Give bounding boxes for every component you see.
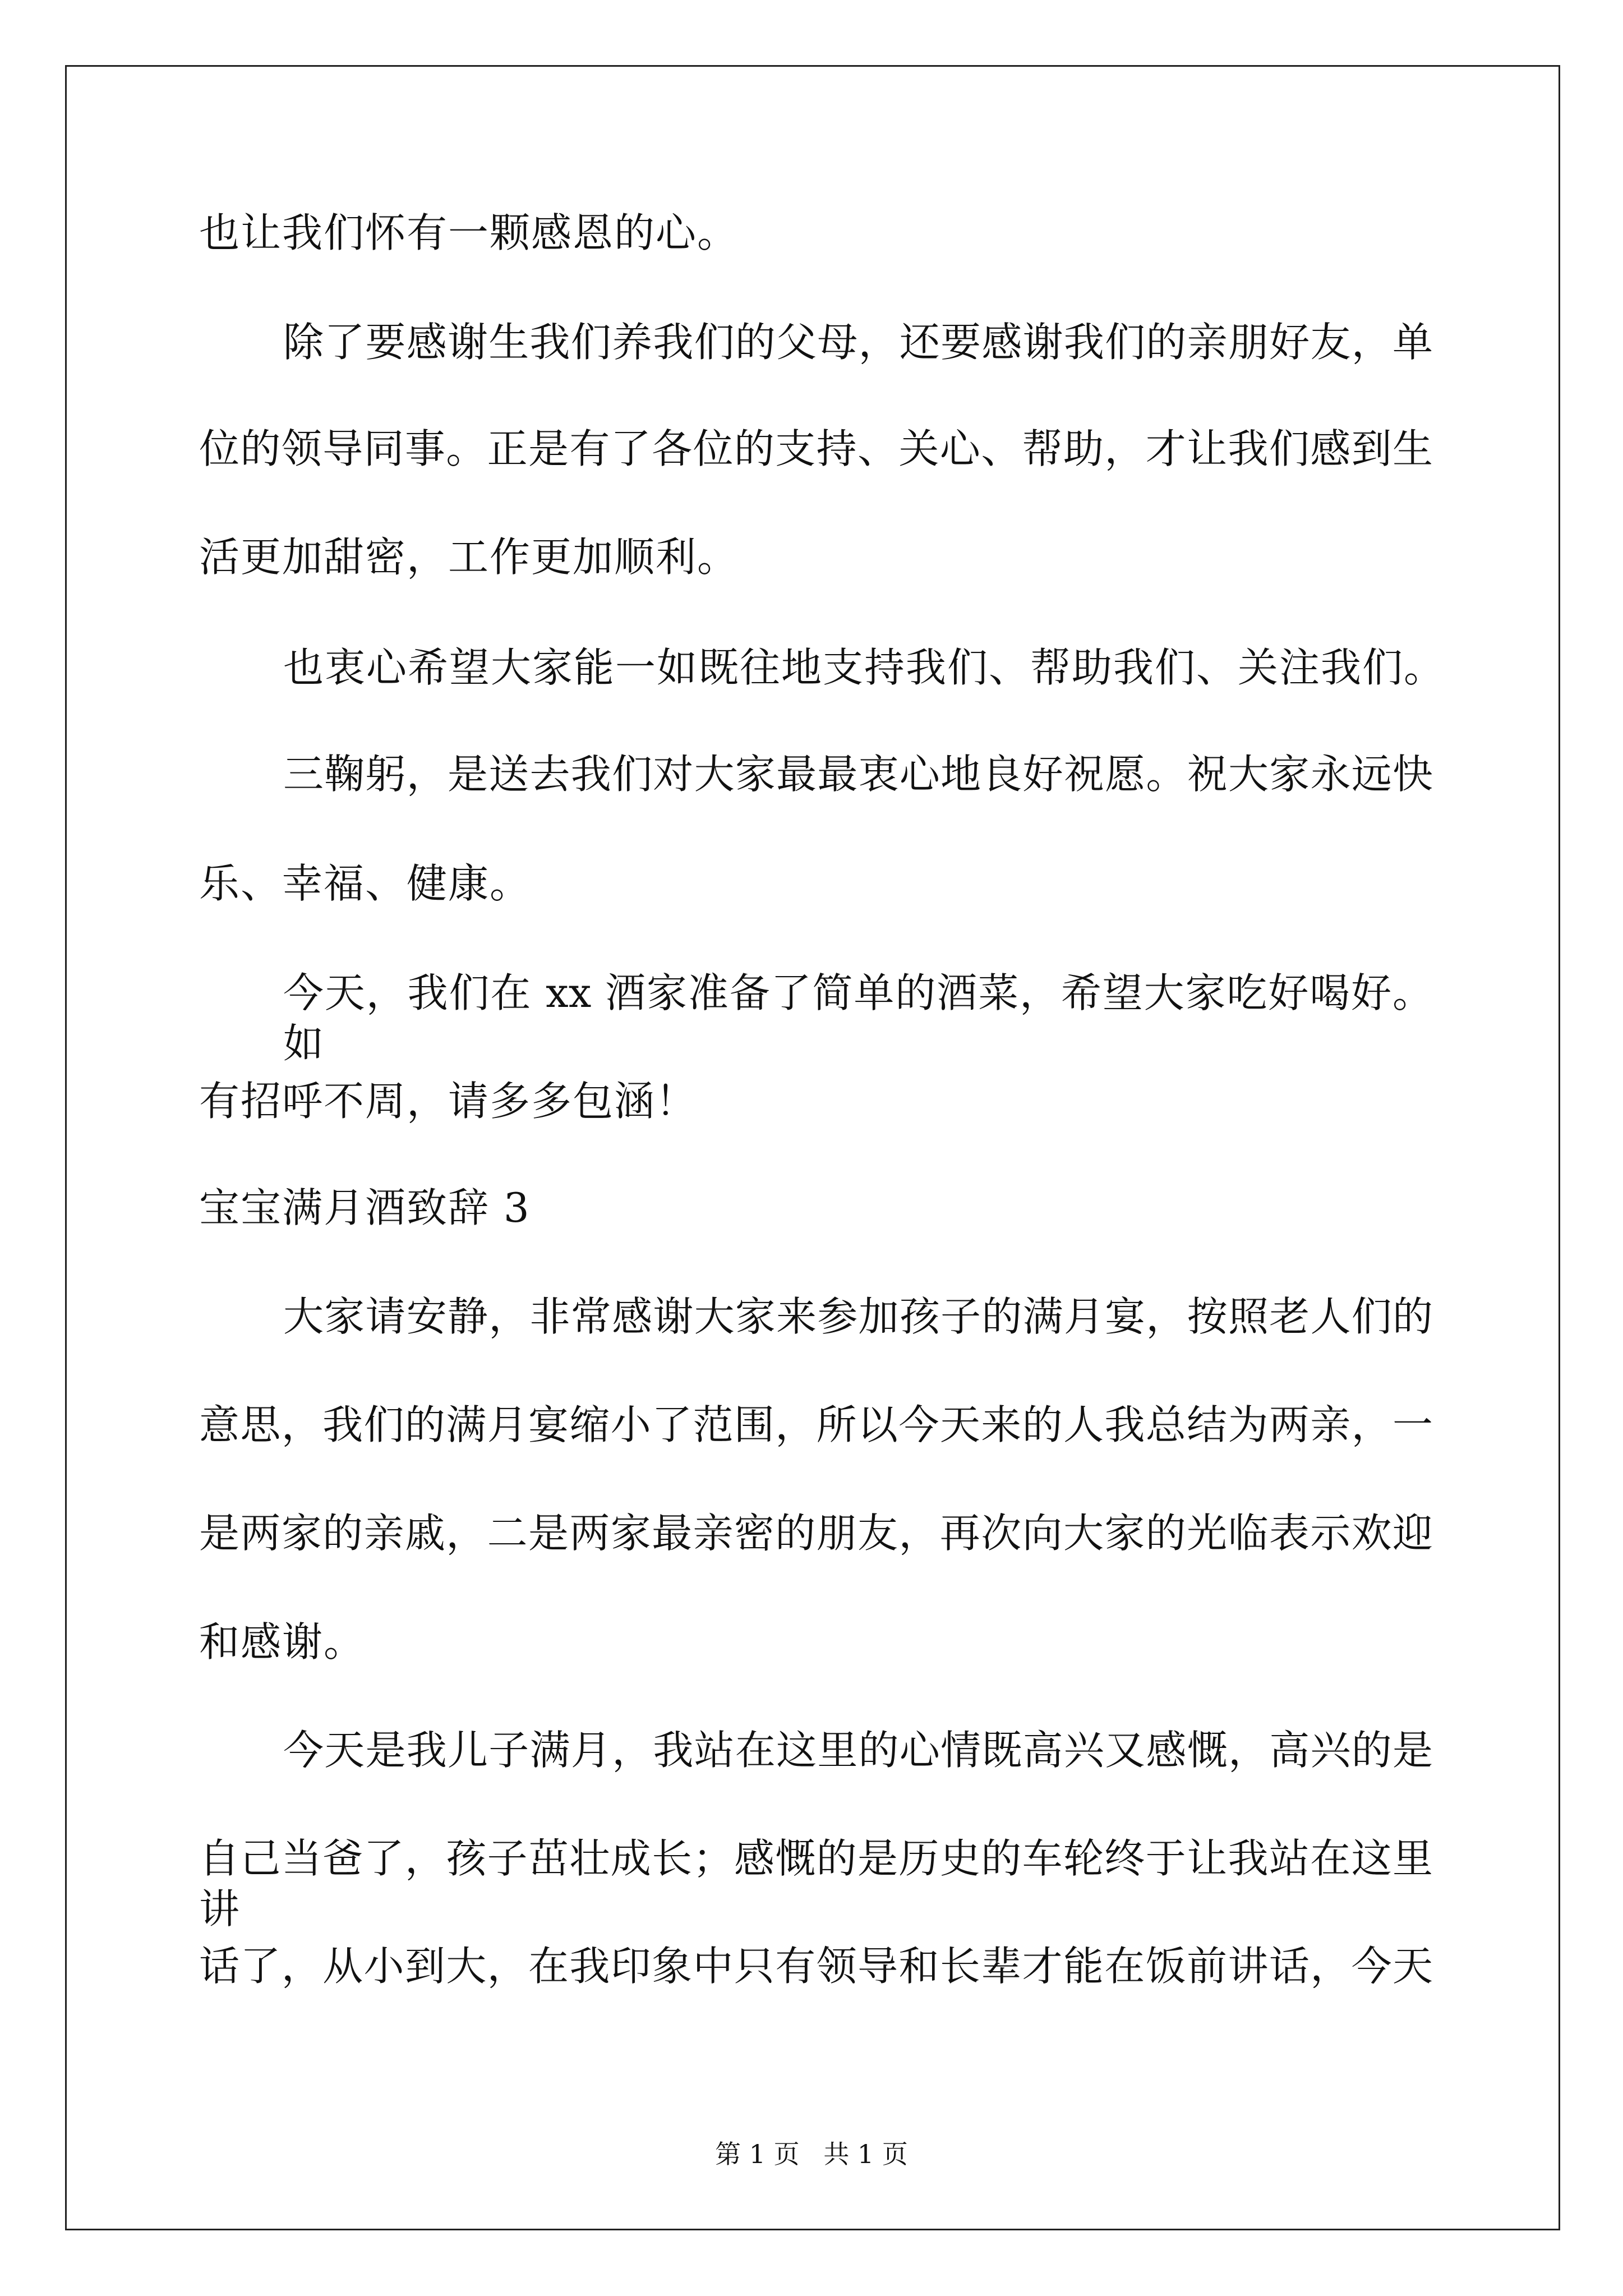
paragraph-line: 乐、幸福、健康。 <box>199 860 532 907</box>
paragraph-line: 和感谢。 <box>199 1618 366 1665</box>
paragraph-line: 话了，从小到大，在我印象中只有领导和长辈才能在饭前讲话，今天 <box>199 1943 1433 1990</box>
section-heading: 宝宝满月酒致辞 3 <box>199 1184 531 1231</box>
paragraph-line: 意思，我们的满月宴缩小了范围，所以今天来的人我总结为两亲，一 <box>199 1401 1433 1448</box>
paragraph-line: 自己当爸了，孩子茁壮成长；感慨的是历史的车轮终于让我站在这里讲 <box>199 1835 1433 1932</box>
paragraph-line: 也让我们怀有一颗感恩的心。 <box>199 209 739 256</box>
paragraph-line: 除了要感谢生我们养我们的父母，还要感谢我们的亲朋好友，单 <box>283 319 1433 366</box>
paragraph-line: 大家请安静，非常感谢大家来参加孩子的满月宴，按照老人们的 <box>283 1293 1433 1340</box>
paragraph-line: 今天是我儿子满月，我站在这里的心情既高兴又感慨，高兴的是 <box>283 1727 1433 1774</box>
paragraph-line: 位的领导同事。正是有了各位的支持、关心、帮助，才让我们感到生 <box>199 425 1433 472</box>
page-number: 第 1 页 <box>715 2139 800 2169</box>
paragraph-line: 今天，我们在 xx 酒家准备了简单的酒菜，希望大家吃好喝好。如 <box>283 969 1433 1067</box>
page-total: 共 1 页 <box>823 2139 908 2169</box>
paragraph-line: 有招呼不周，请多多包涵！ <box>199 1078 698 1125</box>
paragraph-line: 是两家的亲戚，二是两家最亲密的朋友，再次向大家的光临表示欢迎 <box>199 1510 1433 1557</box>
page-footer <box>0 2137 1623 2171</box>
paragraph-line: 活更加甜密，工作更加顺利。 <box>199 533 739 581</box>
paragraph-line: 也衷心希望大家能一如既往地支持我们、帮助我们、关注我们。 <box>283 644 1446 691</box>
paragraph-line: 三鞠躬，是送去我们对大家最最衷心地良好祝愿。祝大家永远快 <box>283 751 1433 798</box>
